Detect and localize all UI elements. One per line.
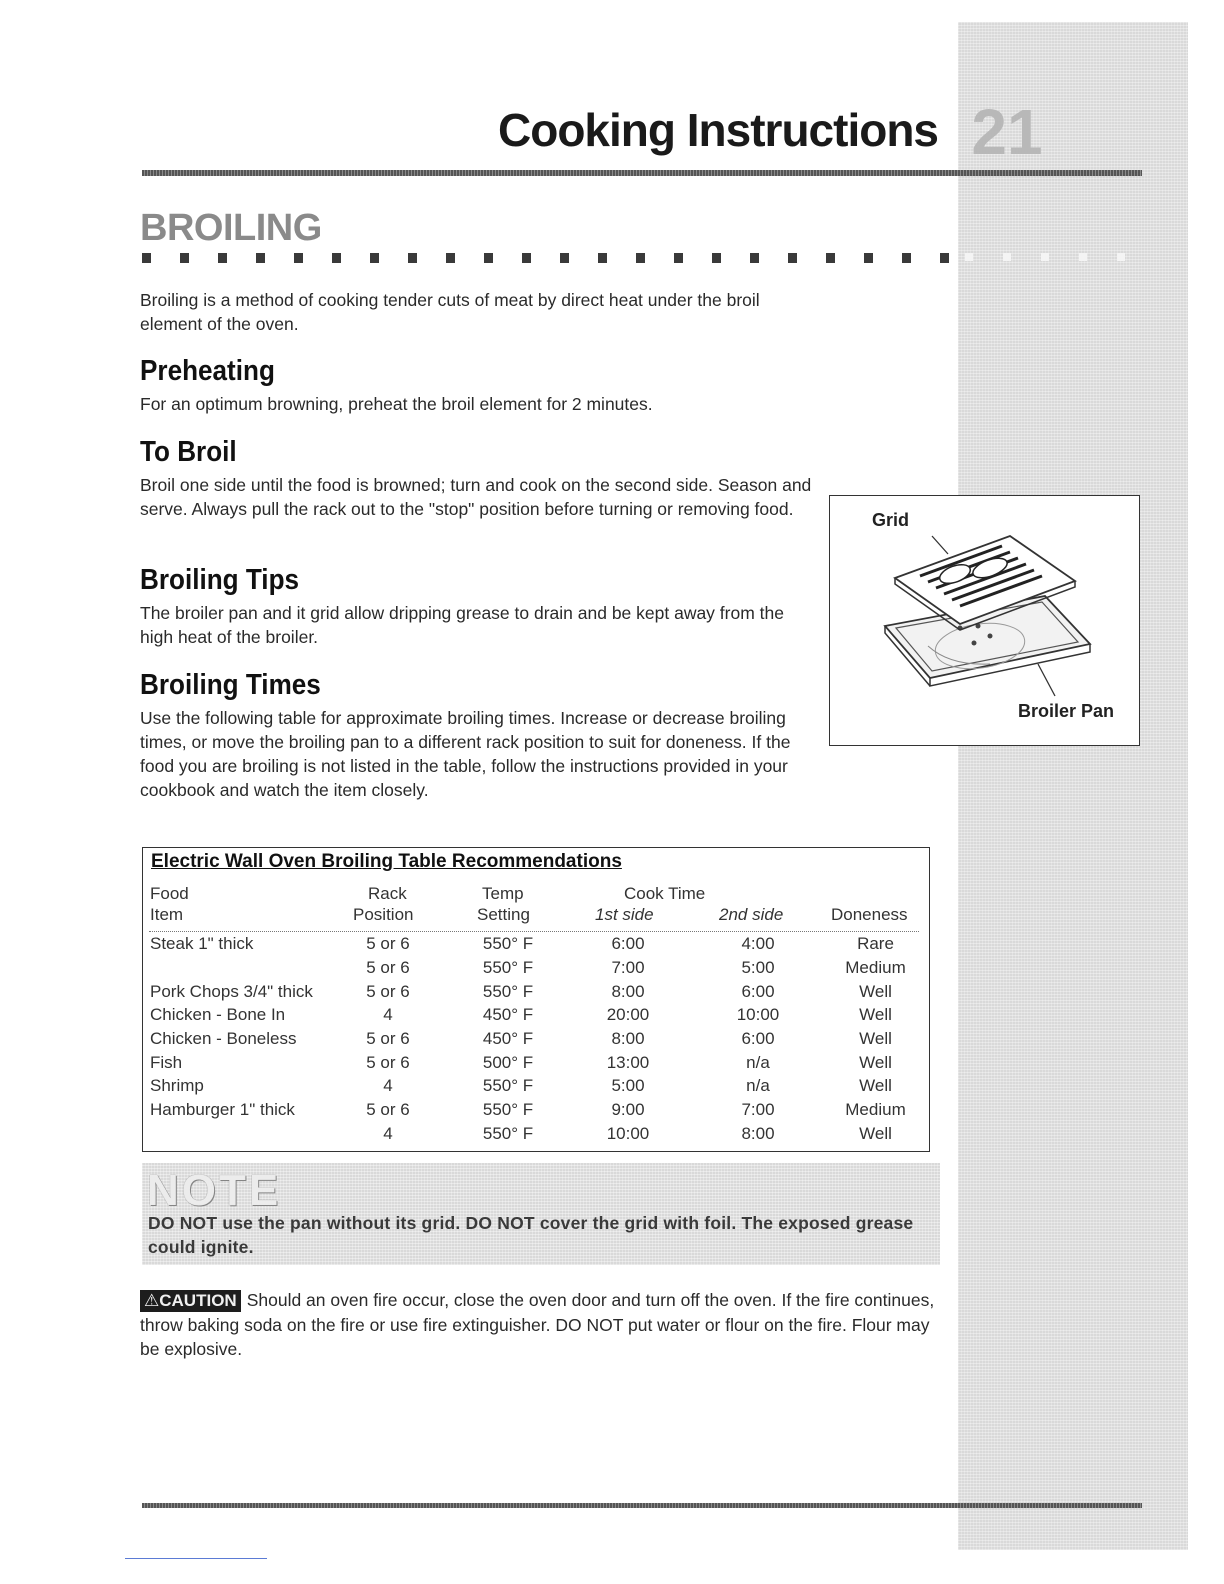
cell-food: Pork Chops 3/4" thick — [150, 982, 313, 1001]
broiling-times-text: Use the following table for approximate broiling times. Increase or decrease broiling times, or move the broiling pan to a different rack position to suit for doneness. If the food you are broiling is not listed in the table, follow the instructions provided in your cookbook and watch the item closely. — [140, 708, 791, 800]
cell-first-side: 7:00 — [611, 958, 645, 977]
to-broil-text: Broil one side until the food is browned; turn and cook on the second side. Season and serve. Always pull the rack out to the "stop" position before turning or removing food. — [140, 475, 812, 519]
top-rule — [142, 170, 1142, 176]
broiler-figure — [829, 495, 1140, 746]
preheating-text: For an optimum browning, preheat the broil element for 2 minutes. — [140, 394, 653, 414]
caution-paragraph — [140, 1288, 945, 1362]
cell-first-side: 13:00 — [606, 1053, 650, 1072]
broiler-pan-illustration — [830, 496, 1139, 745]
header-rack: Rack — [368, 884, 407, 903]
cell-temp: 550° F — [482, 1076, 534, 1095]
section-heading: BROILING — [140, 207, 322, 249]
cell-first-side: 5:00 — [611, 1076, 645, 1095]
cell-second-side: 7:00 — [741, 1100, 775, 1119]
cell-doneness: Rare — [857, 934, 894, 953]
cell-first-side: 9:00 — [611, 1100, 645, 1119]
table-row — [143, 982, 929, 1006]
cell-doneness: Well — [859, 1029, 892, 1048]
cell-rack: 5 or 6 — [366, 1029, 410, 1048]
header-temp: Temp — [482, 884, 524, 903]
cell-second-side: 6:00 — [741, 982, 775, 1001]
cell-first-side: 6:00 — [611, 934, 645, 953]
broiler-pan-label: Broiler Pan — [1018, 701, 1115, 721]
cell-doneness: Medium — [845, 958, 906, 977]
cell-temp: 450° F — [482, 1005, 534, 1024]
cell-doneness: Medium — [845, 1100, 906, 1119]
note-box — [142, 1163, 940, 1265]
table-row — [143, 958, 929, 982]
cell-second-side: 5:00 — [741, 958, 775, 977]
cell-food: Steak 1" thick — [150, 934, 254, 953]
header-second-side: 2nd side — [719, 905, 784, 924]
cell-rack: 4 — [383, 1005, 393, 1024]
header-item: Item — [150, 905, 184, 924]
broiling-times-heading: Broiling Times — [140, 669, 321, 701]
note-text: DO NOT use the pan without its grid. DO NOT cover the grid with foil. The exposed grease could ignite. — [148, 1213, 914, 1257]
header-position: Position — [353, 905, 414, 924]
cell-rack: 5 or 6 — [366, 982, 410, 1001]
grid-label: Grid — [872, 510, 910, 530]
broiling-tips-heading: Broiling Tips — [140, 564, 300, 596]
cell-rack: 4 — [383, 1076, 393, 1095]
dotted-divider — [142, 253, 952, 263]
cell-second-side: n/a — [746, 1053, 770, 1072]
cell-doneness: Well — [859, 1124, 892, 1143]
page-number: 21 — [971, 96, 1043, 168]
cell-first-side: 20:00 — [606, 1005, 650, 1024]
cell-rack: 5 or 6 — [366, 1100, 410, 1119]
dotted-divider-light — [965, 253, 1145, 261]
cell-food: Fish — [150, 1053, 183, 1072]
cell-temp: 550° F — [482, 1124, 534, 1143]
page-title: Cooking Instructions — [498, 104, 938, 156]
cell-temp: 550° F — [482, 982, 534, 1001]
preheating-heading: Preheating — [140, 355, 275, 387]
table-row — [143, 1005, 929, 1029]
cell-temp: 550° F — [482, 1100, 534, 1119]
cell-food: Hamburger 1" thick — [150, 1100, 295, 1119]
cell-rack: 5 or 6 — [366, 958, 410, 977]
caution-badge — [140, 1290, 241, 1312]
table-row — [143, 1076, 929, 1100]
cell-doneness: Well — [859, 1005, 892, 1024]
side-band — [958, 22, 1188, 1550]
cell-first-side: 8:00 — [611, 982, 645, 1001]
header-doneness: Doneness — [831, 905, 908, 924]
broiling-table — [142, 847, 930, 1152]
cell-rack: 4 — [383, 1124, 393, 1143]
cell-temp: 450° F — [482, 1029, 534, 1048]
header-cook-time: Cook Time — [624, 884, 706, 903]
header-first-side: 1st side — [595, 905, 654, 924]
table-row — [143, 1100, 929, 1124]
cell-rack: 5 or 6 — [366, 934, 410, 953]
caution-text: Should an oven fire occur, close the oven door and turn off the oven. If the fire continues, throw baking soda on the fire or use fire extinguisher. DO NOT put water or flour on the fire. Flour may be explosive. — [140, 1290, 935, 1359]
intro-paragraph: Broiling is a method of cooking tender cuts of meat by direct heat under the broil element of the oven. — [140, 290, 760, 334]
cell-rack: 5 or 6 — [366, 1053, 410, 1072]
table-row — [143, 1053, 929, 1077]
header-setting: Setting — [477, 905, 530, 924]
cell-second-side: 8:00 — [741, 1124, 775, 1143]
broiling-tips-text: The broiler pan and it grid allow dripping grease to drain and be kept away from the high heat of the broiler. — [140, 603, 784, 647]
table-divider — [149, 931, 919, 933]
cell-temp: 500° F — [482, 1053, 534, 1072]
table-row — [143, 934, 929, 958]
cell-doneness: Well — [859, 982, 892, 1001]
cell-temp: 550° F — [482, 958, 534, 977]
cell-second-side: n/a — [746, 1076, 770, 1095]
header-food: Food — [150, 884, 189, 903]
cell-second-side: 4:00 — [741, 934, 775, 953]
cell-food: Chicken - Bone In — [150, 1005, 286, 1024]
bottom-rule — [142, 1503, 1142, 1508]
cell-first-side: 8:00 — [611, 1029, 645, 1048]
cell-second-side: 6:00 — [741, 1029, 775, 1048]
warning-triangle-icon: ⚠ — [144, 1291, 160, 1310]
cell-doneness: Well — [859, 1053, 892, 1072]
table-row — [143, 1124, 929, 1148]
table-title: Electric Wall Oven Broiling Table Recommendations — [151, 851, 622, 872]
table-row — [143, 1029, 929, 1053]
cell-second-side: 10:00 — [736, 1005, 780, 1024]
cell-doneness: Well — [859, 1076, 892, 1095]
note-title: NOTE — [147, 1166, 282, 1215]
cell-first-side: 10:00 — [606, 1124, 650, 1143]
caution-badge-label: CAUTION — [159, 1291, 237, 1310]
footer-link-underline — [125, 1558, 267, 1559]
cell-food: Shrimp — [150, 1076, 204, 1095]
cell-food: Chicken - Boneless — [150, 1029, 297, 1048]
to-broil-heading: To Broil — [140, 436, 237, 468]
cell-temp: 550° F — [482, 934, 534, 953]
